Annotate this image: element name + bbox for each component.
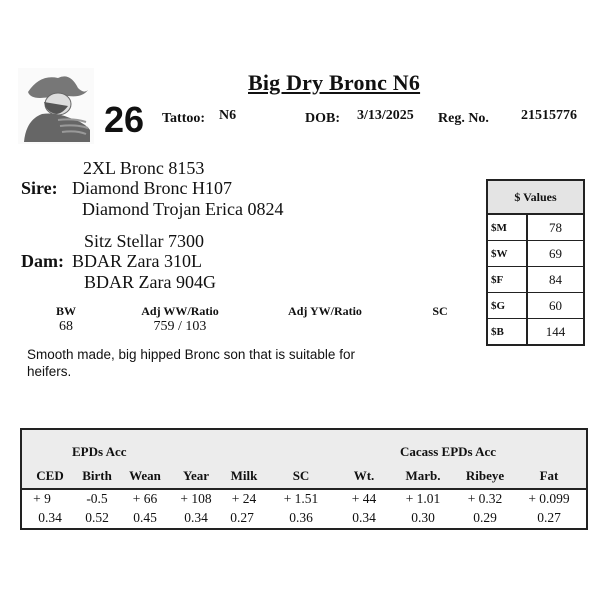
acc-sc: 0.36 <box>289 510 313 525</box>
index-key: $M <box>488 214 527 241</box>
index-value: 84 <box>527 267 583 293</box>
epd-milk: + 24 <box>231 491 257 506</box>
tattoo-value: N6 <box>219 108 237 123</box>
sire-sire: 2XL Bronc 8153 <box>83 158 205 178</box>
table-row <box>488 267 583 293</box>
adj-yw-header: Adj YW/Ratio <box>288 304 362 318</box>
epd-group-label: EPDs Acc <box>72 444 127 459</box>
index-key: $W <box>488 241 527 267</box>
animal-name-title: Big Dry Bronc N6 <box>248 70 421 95</box>
col-wean: Wean <box>129 468 161 483</box>
sire-label: Sire: <box>21 178 58 198</box>
epd-table <box>20 428 588 530</box>
table-row <box>488 214 583 241</box>
epd-ribeye: + 0.32 <box>467 491 503 506</box>
acc-fat: 0.27 <box>537 510 561 525</box>
index-value: 60 <box>527 293 583 319</box>
adj-ww-value: 759 / 103 <box>153 319 207 334</box>
epd-birth: -0.5 <box>86 491 108 506</box>
acc-wean: 0.45 <box>133 510 157 525</box>
col-marb: Marb. <box>405 468 441 483</box>
acc-year: 0.34 <box>184 510 208 525</box>
acc-wt: 0.34 <box>352 510 376 525</box>
adj-ww-header: Adj WW/Ratio <box>141 304 219 318</box>
bw-value: 68 <box>59 319 73 334</box>
col-fat: Fat <box>539 468 559 483</box>
dam-sire: Sitz Stellar 7300 <box>84 231 204 251</box>
carcass-epd-group-label: Cacass EPDs Acc <box>400 444 497 459</box>
table-row <box>488 241 583 267</box>
sire-dam: Diamond Trojan Erica 0824 <box>82 199 284 219</box>
sc-header: SC <box>432 304 448 318</box>
acc-milk: 0.27 <box>230 510 254 525</box>
col-wt: Wt. <box>353 468 375 483</box>
dam-dam: BDAR Zara 904G <box>84 272 216 292</box>
description: Smooth made, big hipped Bronc son that is suitable for heifers. <box>27 347 355 379</box>
epd-fat: + 0.099 <box>528 491 570 506</box>
index-key: $F <box>488 267 527 293</box>
epd-wean: + 66 <box>132 491 158 506</box>
table-row <box>488 293 583 319</box>
acc-ced: 0.34 <box>38 510 62 525</box>
dam-name: BDAR Zara 310L <box>72 251 202 271</box>
reg-no-label: Reg. No. <box>438 111 489 126</box>
dollar-values-title: $ Values <box>488 181 583 214</box>
epd-sc: + 1.51 <box>283 491 319 506</box>
acc-birth: 0.52 <box>85 510 109 525</box>
col-milk: Milk <box>230 468 258 483</box>
index-key: $G <box>488 293 527 319</box>
col-year: Year <box>183 468 209 483</box>
cowboy-logo-icon <box>18 68 94 144</box>
col-ced: CED <box>36 468 64 483</box>
col-ribeye: Ribeye <box>465 468 505 483</box>
index-key: $B <box>488 319 527 345</box>
acc-ribeye: 0.29 <box>473 510 497 525</box>
table-row <box>488 319 583 345</box>
tattoo-label: Tattoo: <box>162 111 206 126</box>
index-value: 78 <box>527 214 583 241</box>
index-value: 69 <box>527 241 583 267</box>
col-sc: SC <box>292 468 310 483</box>
dollar-values-table <box>486 179 585 346</box>
dob-label: DOB: <box>305 111 340 126</box>
sire-name: Diamond Bronc H107 <box>72 178 232 198</box>
epd-year: + 108 <box>180 491 212 506</box>
epd-marb: + 1.01 <box>405 491 441 506</box>
col-birth: Birth <box>82 468 112 483</box>
epd-ced: + 9 <box>33 491 51 506</box>
lot-number: 26 <box>104 99 145 140</box>
reg-no-value: 21515776 <box>521 108 577 123</box>
epd-wt: + 44 <box>351 491 377 506</box>
acc-marb: 0.30 <box>411 510 435 525</box>
dam-label: Dam: <box>21 251 64 271</box>
bw-header: BW <box>55 304 76 318</box>
index-value: 144 <box>527 319 583 345</box>
dob-value: 3/13/2025 <box>357 108 414 123</box>
